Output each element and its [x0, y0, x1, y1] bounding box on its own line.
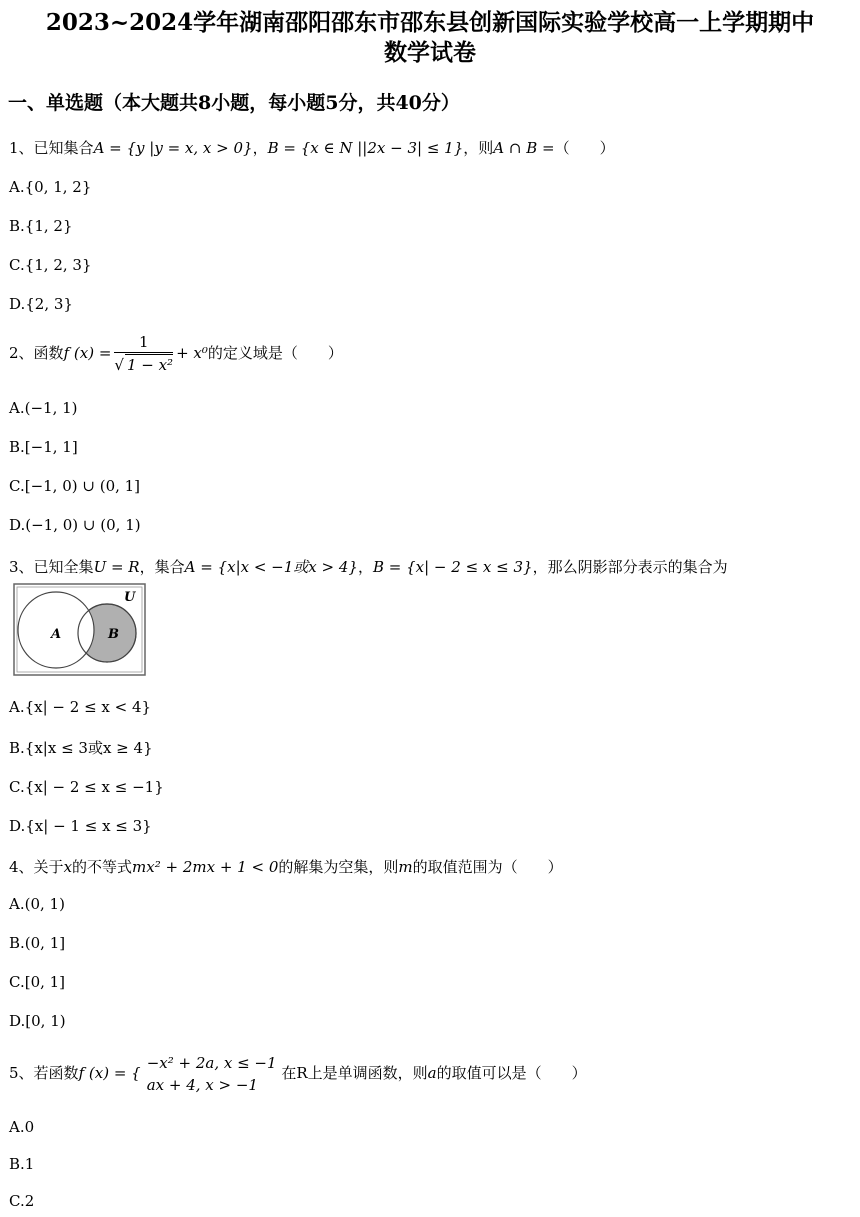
- stem-text: 函数: [33, 344, 64, 362]
- stem-text: 的不等式: [72, 858, 133, 876]
- question-number: 3、: [9, 558, 34, 576]
- section-heading: 一、单选题（本大题共8小题，每小题5分，共40分）: [8, 92, 460, 114]
- stem-text: 的定义域是（ ）: [207, 344, 343, 362]
- question-3-option-d: D.{x| − 1 ≤ x ≤ 3}: [9, 817, 152, 835]
- stem-text: ，集合: [139, 558, 185, 576]
- question-5-option-b: B.1: [9, 1155, 35, 1173]
- math-function: f (x) = {: [78, 1064, 141, 1082]
- math-set-a: A = {y |y = x, x > 0}: [93, 139, 253, 157]
- question-5-stem: [9, 1052, 587, 1096]
- venn-diagram: [13, 583, 147, 677]
- question-5-option-c: C.2: [9, 1192, 35, 1210]
- set-a-label: A: [51, 627, 62, 642]
- math-set-b: B = {x| − 2 ≤ x ≤ 3}: [372, 558, 533, 576]
- question-2-option-a: A.(−1, 1): [9, 399, 78, 417]
- stem-text: 若函数: [33, 1064, 79, 1082]
- question-1-option-c: C.{1, 2, 3}: [9, 256, 92, 274]
- question-1-option-a: A.{0, 1, 2}: [9, 178, 92, 196]
- math-term: + x⁰: [176, 344, 208, 362]
- question-3-option-c: C.{x| − 2 ≤ x ≤ −1}: [9, 778, 164, 796]
- piecewise-cases: [147, 1052, 277, 1096]
- stem-text: 关于: [33, 858, 64, 876]
- stem-text: ，那么阴影部分表示的集合为: [532, 558, 728, 576]
- question-5-option-a: A.0: [9, 1118, 35, 1136]
- stem-text: 的取值可以是（ ）: [436, 1064, 587, 1082]
- question-2-option-d: D.(−1, 0) ∪ (0, 1): [9, 516, 141, 534]
- fraction-numerator: 1: [114, 333, 173, 353]
- math-inequality: mx² + 2mx + 1 < 0: [132, 858, 279, 876]
- math-variable: x: [63, 858, 73, 876]
- math-variable: m: [398, 858, 413, 876]
- question-2-option-b: B.[−1, 1]: [9, 438, 78, 456]
- question-4-option-a: A.(0, 1): [9, 895, 65, 913]
- fraction-denominator: √ 1 − x²: [114, 356, 174, 374]
- stem-text: 的解集为空集，则: [278, 858, 399, 876]
- question-1-option-b: B.{1, 2}: [9, 217, 73, 235]
- question-3-stem: [9, 556, 728, 578]
- question-2-option-c: C.[−1, 0) ∪ (0, 1]: [9, 477, 141, 495]
- stem-text: 已知全集: [33, 558, 94, 576]
- universal-set-label: U: [124, 590, 136, 605]
- question-4-stem: [9, 856, 563, 878]
- sqrt-radicand: 1 − x²: [126, 356, 174, 374]
- question-number: 4、: [9, 858, 34, 876]
- question-4-option-d: D.[0, 1): [9, 1012, 66, 1030]
- question-number: 5、: [9, 1064, 34, 1082]
- question-3-option-a: A.{x| − 2 ≤ x < 4}: [9, 698, 152, 716]
- exam-title-line-1: 2023~2024学年湖南邵阳邵东市邵东县创新国际实验学校高一上学期期中: [45, 9, 815, 36]
- set-b-label: B: [108, 627, 119, 642]
- stem-text: ，: [357, 558, 373, 576]
- piecewise-case-2: ax + 4, x > −1: [146, 1076, 258, 1094]
- stem-text: ，则: [463, 139, 494, 157]
- question-4-option-b: B.(0, 1]: [9, 934, 66, 952]
- fraction: [114, 333, 173, 375]
- math-set-a: A = {x|x < −1或x > 4}: [184, 558, 358, 576]
- stem-text: 的取值范围为（ ）: [412, 858, 563, 876]
- piecewise-case-1: −x² + 2a, x ≤ −1: [146, 1054, 277, 1072]
- question-1-option-d: D.{2, 3}: [9, 295, 73, 313]
- question-3-option-b: B.{x|x ≤ 3或x ≥ 4}: [9, 739, 153, 757]
- exam-title: [0, 8, 860, 68]
- math-universal-set: U = R: [93, 558, 140, 576]
- stem-text: 已知集合: [33, 139, 94, 157]
- stem-text: 在R上是单调函数，则: [281, 1064, 428, 1082]
- stem-text: ，: [252, 139, 268, 157]
- math-function: f (x) =: [63, 344, 112, 362]
- question-2-stem: [9, 333, 343, 375]
- math-set-b: B = {x ∈ N ||2x − 3| ≤ 1}: [267, 139, 464, 157]
- question-4-option-c: C.[0, 1]: [9, 973, 66, 991]
- answer-blank: （ ）: [554, 139, 615, 157]
- question-number: 1、: [9, 139, 34, 157]
- math-variable: a: [427, 1064, 437, 1082]
- question-number: 2、: [9, 344, 34, 362]
- math-expression: A ∩ B =: [493, 139, 555, 157]
- question-1-stem: [9, 137, 615, 159]
- exam-title-line-2: 数学试卷: [384, 39, 476, 66]
